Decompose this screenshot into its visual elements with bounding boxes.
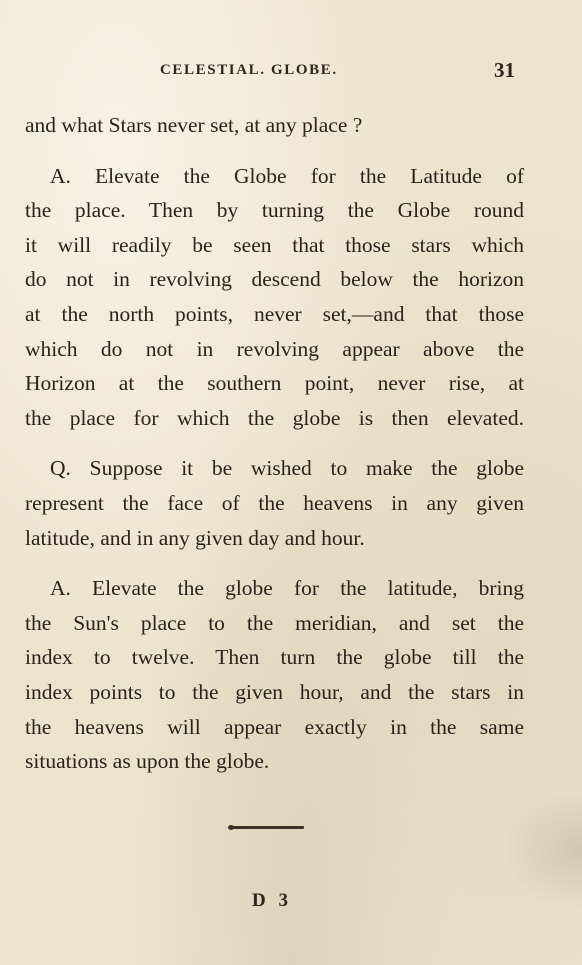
text-line: it will readily be seen that those stars which	[25, 232, 524, 257]
paragraph-answer-2	[25, 571, 524, 779]
paragraph-gap	[25, 435, 524, 451]
paper-stain	[502, 790, 582, 910]
text-line: situations as upon the globe.	[25, 749, 270, 774]
paragraph-answer-1	[25, 159, 524, 436]
text-line: the Sun's place to the meridian, and set the	[25, 610, 524, 635]
paragraph-gap	[25, 143, 524, 159]
text-line: A. Elevate the Globe for the Latitude of	[50, 163, 524, 188]
text-line: index to twelve. Then turn the globe till the	[25, 645, 524, 670]
text-line: which do not in revolving appear above the	[25, 336, 524, 361]
text-line: the place for which the globe is then elevated.	[25, 405, 524, 430]
text-line: index points to the given hour, and the stars in	[25, 679, 524, 704]
text-line: represent the face of the heavens in any given	[25, 490, 524, 515]
page-header	[0, 58, 582, 88]
paragraph-gap	[25, 555, 524, 571]
paragraph-question-2	[25, 451, 524, 555]
paragraph-question-continuation	[25, 108, 524, 143]
text-line: at the north points, never set,—and that those	[25, 301, 524, 326]
text-line: Q. Suppose it be wished to make the globe	[50, 456, 524, 481]
text-line: the place. Then by turning the Globe round	[25, 198, 524, 223]
text-line: Horizon at the southern point, never rise, at	[25, 371, 524, 396]
text-line: latitude, and in any given day and hour.	[25, 525, 365, 550]
body-text	[25, 108, 524, 779]
section-rule	[232, 826, 304, 829]
text-line: do not in revolving descend below the horizon	[25, 267, 524, 292]
text-line: A. Elevate the globe for the latitude, bring	[50, 576, 524, 601]
running-head: CELESTIAL. GLOBE.	[160, 62, 338, 78]
text-line: the heavens will appear exactly in the same	[25, 714, 524, 739]
signature-mark: D 3	[252, 890, 292, 911]
page-number: 31	[494, 58, 515, 82]
text-line: and what Stars never set, at any place ?	[25, 113, 363, 137]
